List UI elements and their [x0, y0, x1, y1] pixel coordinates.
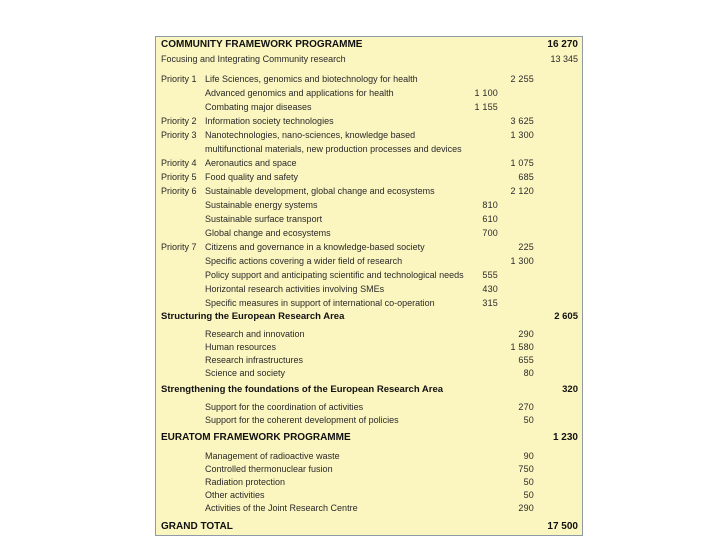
section-total: 320: [562, 384, 578, 395]
row-subvalue: 700: [482, 228, 498, 238]
section-total: 13 345: [550, 54, 578, 64]
row-value: 80: [523, 368, 534, 378]
programme-total: 16 270: [547, 39, 578, 50]
row-value: 3 625: [510, 116, 534, 126]
row-label: Horizontal research activities involving SMEs: [205, 284, 385, 294]
row-label: Food quality and safety: [205, 172, 299, 182]
programme-title: COMMUNITY FRAMEWORK PROGRAMME: [161, 39, 363, 50]
priority-label: Priority 1: [161, 74, 197, 84]
row-value: 655: [518, 355, 534, 365]
row-value: 290: [518, 329, 534, 339]
priority-label: Priority 6: [161, 186, 197, 196]
section-total: 1 230: [552, 432, 578, 443]
row-label: Advanced genomics and applications for health: [205, 88, 394, 98]
row-label: Combating major diseases: [205, 102, 312, 112]
section-title: Structuring the European Research Area: [161, 311, 345, 322]
row-label: Policy support and anticipating scientific and technological needs: [205, 270, 464, 280]
row-value: 290: [518, 503, 534, 513]
row-subvalue: 810: [482, 200, 498, 210]
row-label: Global change and ecosystems: [205, 228, 331, 238]
row-label: Nanotechnologies, nano-sciences, knowledge based: [205, 130, 416, 140]
row-label: Life Sciences, genomics and biotechnology for health: [205, 74, 418, 84]
row-subvalue: 1 100: [474, 88, 498, 98]
row-value: 1 300: [510, 130, 534, 140]
row-label: Radiation protection: [205, 477, 286, 487]
priority-label: Priority 3: [161, 130, 197, 140]
priority-label: Priority 5: [161, 172, 197, 182]
row-label: Specific measures in support of international co-operation: [205, 298, 435, 308]
row-value: 2 255: [510, 74, 534, 84]
row-value: 90: [523, 451, 534, 461]
row-value: 270: [518, 402, 534, 412]
row-value: 2 120: [510, 186, 534, 196]
row-value: 1 075: [510, 158, 534, 168]
row-label: Activities of the Joint Research Centre: [205, 503, 358, 513]
row-label: multifunctional materials, new production processes and devices: [205, 144, 462, 154]
row-value: 225: [518, 242, 534, 252]
row-label: Citizens and governance in a knowledge-based society: [205, 242, 425, 252]
row-label: Human resources: [205, 342, 277, 352]
row-value: 685: [518, 172, 534, 182]
section-title: Strengthening the foundations of the European Research Area: [161, 384, 444, 395]
row-subvalue: 315: [482, 298, 498, 308]
section-total: 2 605: [554, 311, 578, 322]
grand-total-label: GRAND TOTAL: [161, 521, 233, 532]
row-label: Sustainable development, global change and ecosystems: [205, 186, 435, 196]
row-label: Support for the coherent development of policies: [205, 415, 399, 425]
budget-table: [155, 36, 583, 536]
row-label: Controlled thermonuclear fusion: [205, 464, 333, 474]
row-value: 50: [523, 415, 534, 425]
row-label: Support for the coordination of activities: [205, 402, 364, 412]
row-value: 50: [523, 477, 534, 487]
row-value: 1 580: [510, 342, 534, 352]
row-label: Sustainable energy systems: [205, 200, 318, 210]
row-label: Management of radioactive waste: [205, 451, 340, 461]
row-label: Specific actions covering a wider field of research: [205, 256, 403, 266]
priority-label: Priority 4: [161, 158, 197, 168]
row-subvalue: 555: [482, 270, 498, 280]
row-value: 750: [518, 464, 534, 474]
priority-label: Priority 2: [161, 116, 197, 126]
row-label: Research infrastructures: [205, 355, 304, 365]
section-title: EURATOM FRAMEWORK PROGRAMME: [161, 432, 351, 443]
row-label: Other activities: [205, 490, 265, 500]
row-subvalue: 430: [482, 284, 498, 294]
row-label: Science and society: [205, 368, 286, 378]
row-value: 50: [523, 490, 534, 500]
row-label: Sustainable surface transport: [205, 214, 323, 224]
priority-label: Priority 7: [161, 242, 197, 252]
row-label: Research and innovation: [205, 329, 305, 339]
row-subvalue: 610: [482, 214, 498, 224]
section-title: Focusing and Integrating Community research: [161, 54, 346, 64]
row-value: 1 300: [510, 256, 534, 266]
grand-total-value: 17 500: [547, 521, 578, 532]
row-label: Aeronautics and space: [205, 158, 297, 168]
row-label: Information society technologies: [205, 116, 334, 126]
row-subvalue: 1 155: [474, 102, 498, 112]
